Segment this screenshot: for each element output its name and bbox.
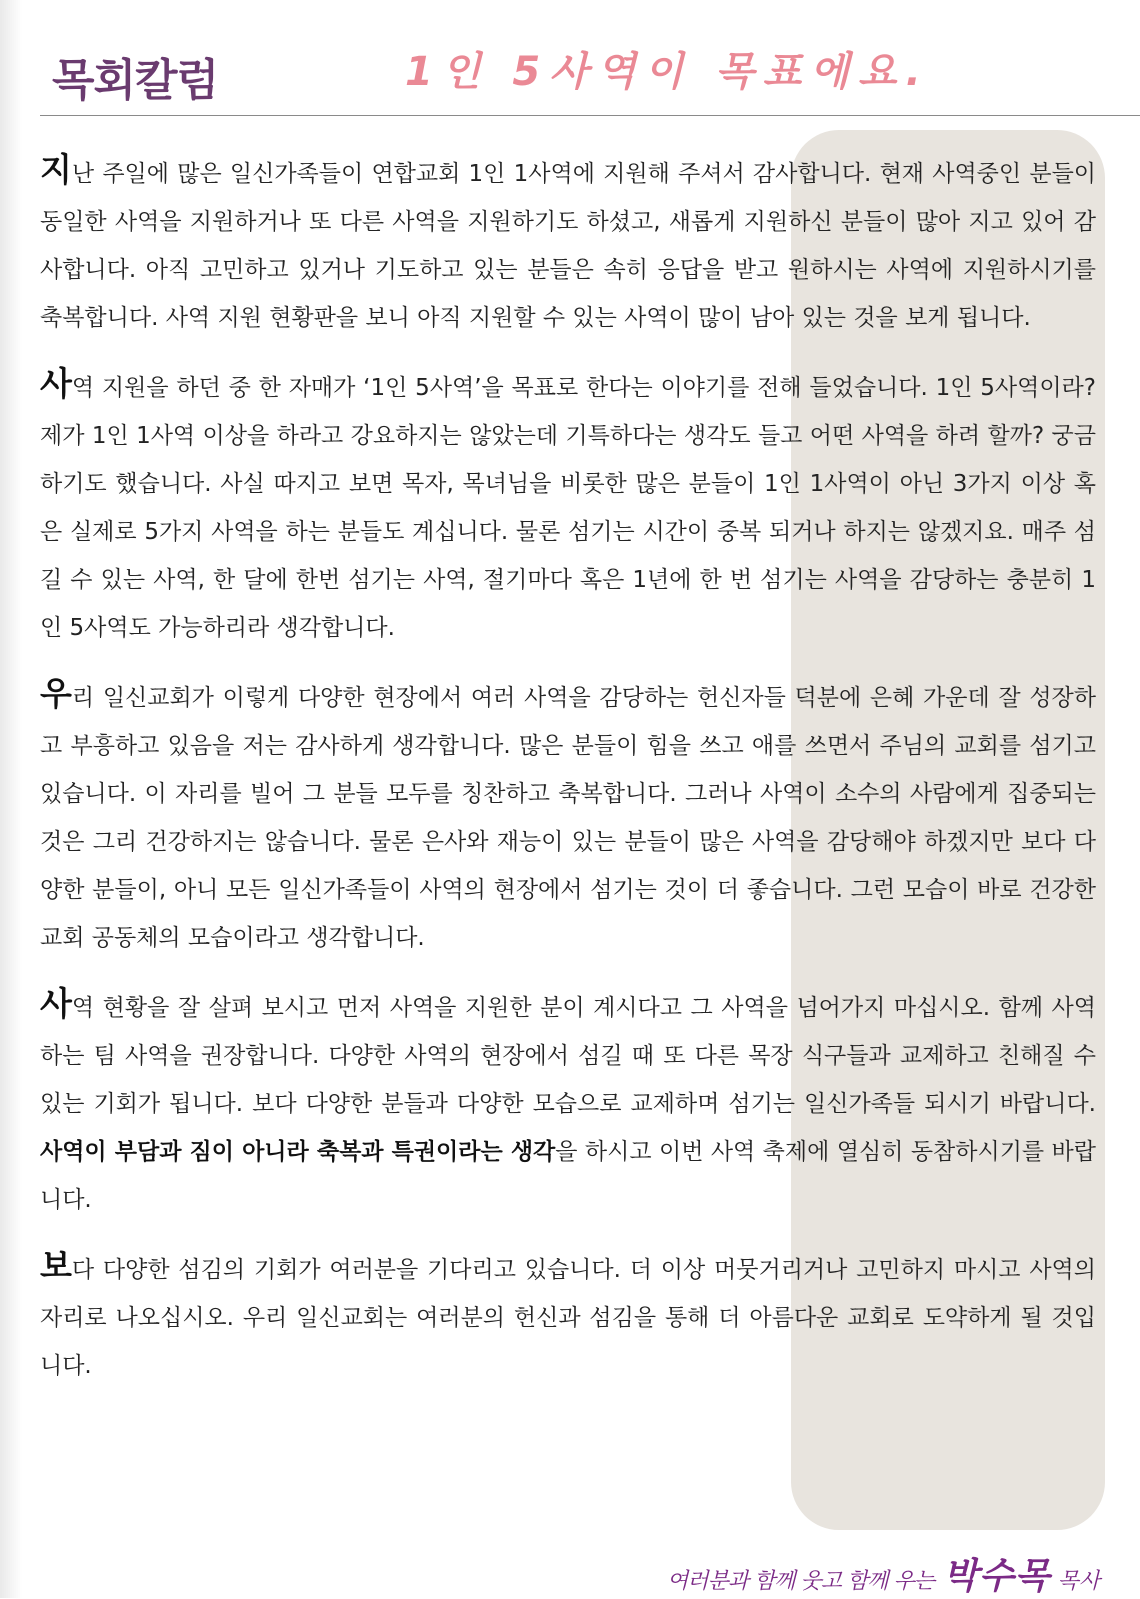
paragraph-3 — [40, 670, 1096, 962]
paragraph-initial: 보 — [40, 1246, 72, 1285]
signature-name: 박수목 — [943, 1556, 1051, 1597]
page-edge-shadow — [0, 0, 22, 1598]
paragraph-initial: 사 — [40, 364, 72, 403]
paragraph-5 — [40, 1242, 1096, 1390]
paragraph-emphasis: 사역이 부담과 짐이 아니라 축복과 특권이라는 생각 — [40, 1139, 556, 1165]
paragraph-2 — [40, 360, 1096, 652]
paragraph-1 — [40, 146, 1096, 342]
paragraph-text: 다 다양한 섬김의 기회가 여러분을 기다리고 있습니다. 더 이상 머뭇거리거나 고민하지 마시고 사역의 자리로 나오십시오. 우리 일신교회는 여러분의 헌신과 섬김을 통해 더 아름다운 교회로 도약하게 될 것입니다. — [40, 1257, 1096, 1379]
paragraph-initial: 사 — [40, 984, 72, 1023]
header-divider — [40, 115, 1140, 116]
paragraph-text: 난 주일에 많은 일신가족들이 연합교회 1인 1사역에 지원해 주셔서 감사합니다. 현재 사역중인 분들이 동일한 사역을 지원하거나 또 다른 사역을 지원하기도 하셨고, 새롭게 지원하신 분들이 많아 지고 있어 감사합니다. 아직 고민하고 있거나 기도하고 있는 분들은 속히 응답을 받고 원하시는 사역에 지원하시기를 축복합니다. 사역 지원 현황판을 보니 아직 지원할 수 있는 사역이 많이 남아 있는 것을 보게 됩니다. — [40, 161, 1096, 331]
signature — [667, 1548, 1100, 1599]
paragraph-text: 리 일신교회가 이렇게 다양한 현장에서 여러 사역을 감당하는 헌신자들 덕분에 은혜 가운데 잘 성장하고 부흥하고 있음을 저는 감사하게 생각합니다. 많은 분들이 힘을 쓰고 애를 쓰면서 주님의 교회를 섬기고 있습니다. 이 자리를 빌어 그 분들 모두를 칭찬하고 축복합니다. 그러나 사역이 소수의 사람에게 집중되는 것은 그리 건강하지는 않습니다. 물론 은사와 재능이 있는 분들이 많은 사역을 감당해야 하겠지만 보다 다양한 분들이, 아니 모든 일신가족들이 사역의 현장에서 섬기는 것이 더 좋습니다. 그런 모습이 바로 건강한 교회 공동체의 모습이라고 생각합니다. — [40, 685, 1096, 951]
paragraph-text: 역 지원을 하던 중 한 자매가 ‘1인 5사역’을 목표로 한다는 이야기를 전해 들었습니다. 1인 5사역이라? 제가 1인 1사역 이상을 하라고 강요하지는 않았는데 기특하다는 생각도 들고 어떤 사역을 하려 할까? 궁금하기도 했습니다. 사실 따지고 보면 목자, 목녀님을 비롯한 많은 분들이 1인 1사역이 아닌 3가지 이상 혹은 실제로 5가지 사역을 하는 분들도 계십니다. 물론 섬기는 시간이 중복 되거나 하지는 않겠지요. 매주 섬길 수 있는 사역, 한 달에 한번 섬기는 사역, 절기마다 혹은 1년에 한 번 섬기는 사역을 감당하는 충분히 1인 5사역도 가능하리라 생각합니다. — [40, 375, 1096, 641]
signature-role: 목사 — [1057, 1569, 1100, 1594]
paragraph-initial: 지 — [40, 150, 72, 189]
column-body — [40, 146, 1096, 1408]
column-label: 목회칼럼 — [52, 55, 219, 106]
paragraph-initial: 우 — [40, 674, 72, 713]
paragraph-4 — [40, 980, 1096, 1224]
signature-tagline: 여러분과 함께 웃고 함께 우는 — [666, 1569, 934, 1594]
paragraph-text: 역 현황을 잘 살펴 보시고 먼저 사역을 지원한 분이 계시다고 그 사역을 넘어가지 마십시오. 함께 사역하는 팀 사역을 권장합니다. 다양한 사역의 현장에서 섬길 때 또 다른 목장 식구들과 교제하고 친해질 수 있는 기회가 됩니다. 보다 다양한 분들과 다양한 모습으로 교제하며 섬기는 일신가족들 되시기 바랍니다. — [40, 995, 1096, 1117]
paragraph-text-tail: 을 하시고 이번 사역 축제에 열심히 동참하시기를 바랍니다. — [40, 1139, 1096, 1213]
column-title: 1인 5사역이 목표에요. — [405, 49, 930, 95]
